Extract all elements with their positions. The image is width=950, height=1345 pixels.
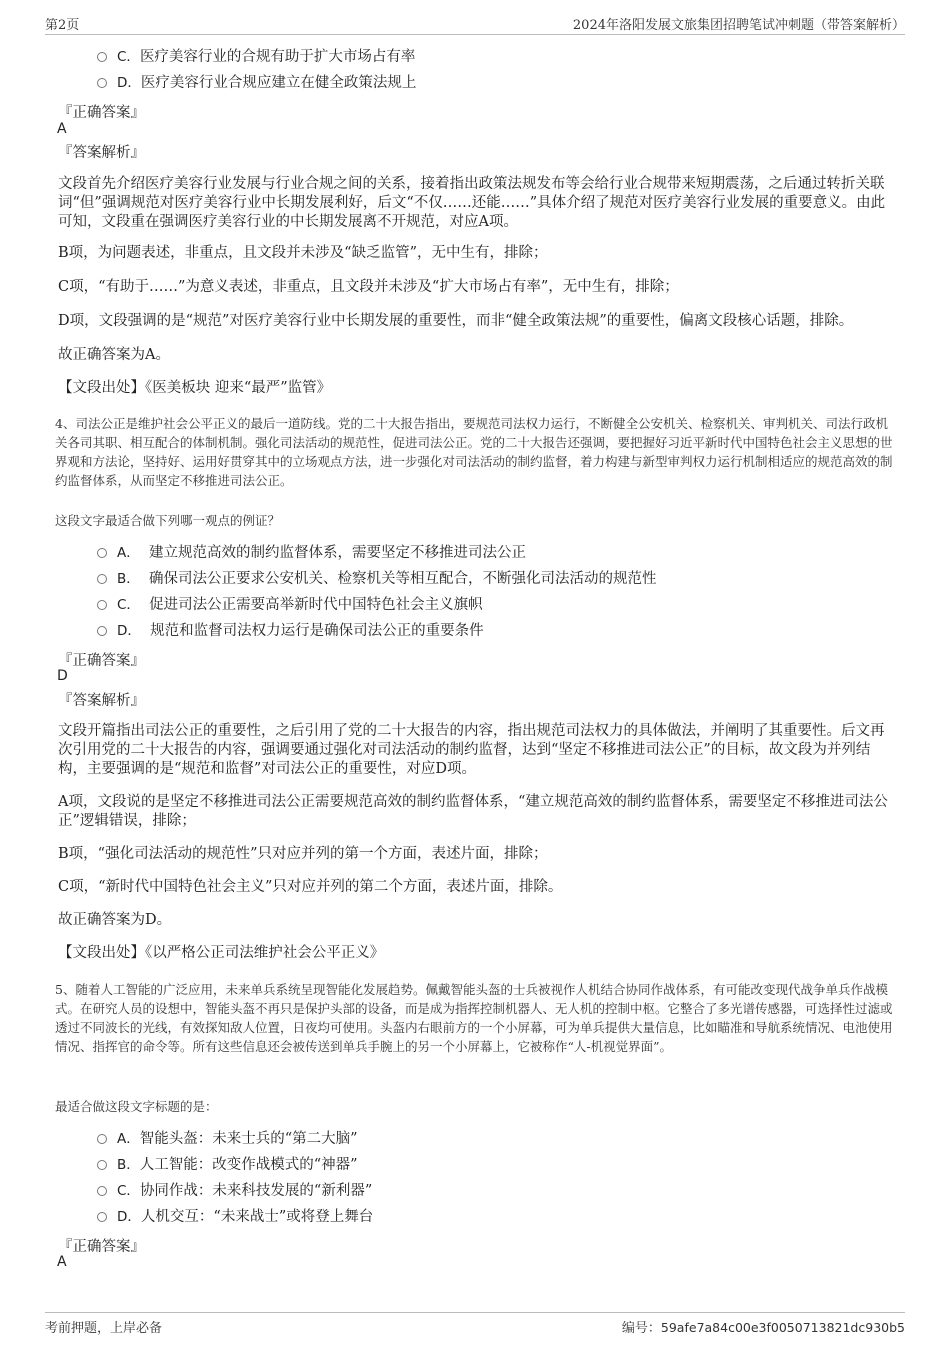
q5-question: 最适合做这段文字标题的是： [55,1099,218,1114]
q3-option-d[interactable]: D．医疗美容行业合规应建立在健全政策法规上 [97,73,416,93]
q3-analysis-paragraph: C项，“有助于……”为意义表述，非重点，且文段并未涉及“扩大市场占有率”，无中生有，排除； [58,279,679,295]
q3-analysis-paragraph: 文段首先介绍医疗美容行业发展与行业合规之间的关系，接着指出政策法规发布等会给行业合规带来短期震荡，之后通过转折关联词“但”强调规范对医疗美容行业中长期发展利好，后文“不仅……还能……”具体介绍了规范对医疗美容行业发展的重要意义。由此可知，文段重在强调医疗美容行业的中长期发展离不开规范，对应A项。 [58,176,886,230]
document-title: 2024年洛阳发展文旅集团招聘笔试冲刺题（带答案解析） [572,18,905,33]
q3-analysis-paragraph: 故正确答案为A。 [58,347,170,363]
radio-icon[interactable] [97,574,107,584]
q3-answer-label: 『正确答案』 [58,105,145,121]
q4-question: 这段文字最适合做下列哪一观点的例证？ [55,513,281,528]
q5-option-c[interactable]: C．协同作战：未来科技发展的“新利器” [97,1181,372,1201]
document-code [622,1317,905,1336]
radio-icon[interactable] [97,1212,107,1222]
q4-option-b[interactable]: B． 确保司法公正要求公安机关、检察机关等相互配合，不断强化司法活动的规范性 [97,569,656,589]
radio-icon[interactable] [97,78,107,88]
q3-answer: A [57,121,67,137]
q4-option-c[interactable]: C． 促进司法公正需要高举新时代中国特色社会主义旗帜 [97,595,483,615]
q5-option-d[interactable]: D．人机交互：“未来战士”或将登上舞台 [97,1207,373,1227]
q4-stem: 4、司法公正是维护社会公平正义的最后一道防线。党的二十大报告指出，要规范司法权力运行，不断健全公安机关、检察机关、审判机关、司法行政机关各司其职、相互配合的体制机制。强化司法活动的规范性，促进司法公正。党的二十大报告还强调，要把握好习近平新时代中国特色社会主义思想的世界观和方法论，坚持好、运用好贯穿其中的立场观点方法，进一步强化对司法活动的制约监督，着力构建与新型审判权力运行机制相适应的规范高效的制约监督体系，从而坚定不移推进司法公正。 [55,416,893,488]
q4-analysis-paragraph: 文段开篇指出司法公正的重要性，之后引用了党的二十大报告的内容，指出规范司法权力的具体做法，并阐明了其重要性。后文再次引用党的二十大报告的内容，强调要通过强化对司法活动的制约监督，达到“坚定不移推进司法公正”的目标，故文段为并列结构，主要强调的是“规范和监督”对司法公正的重要性，对应D项。 [58,723,885,777]
radio-icon[interactable] [97,1160,107,1170]
q4-source: 【文段出处】《以严格公正司法维护社会公平正义》 [58,945,385,961]
radio-icon[interactable] [97,626,107,636]
q4-answer-label: 『正确答案』 [58,653,145,669]
radio-icon[interactable] [97,1186,107,1196]
radio-icon[interactable] [97,52,107,62]
radio-icon[interactable] [97,600,107,610]
radio-icon[interactable] [97,548,107,558]
q4-option-d[interactable]: D． 规范和监督司法权力运行是确保司法公正的重要条件 [97,621,484,641]
q3-analysis-paragraph: D项，文段强调的是“规范”对医疗美容行业中长期发展的重要性，而非“健全政策法规”的重要性，偏离文段核心话题，排除。 [58,313,854,329]
q3-analysis-label: 『答案解析』 [58,145,145,161]
q4-analysis-paragraph: C项，“新时代中国特色社会主义”只对应并列的第二个方面，表述片面，排除。 [58,879,563,895]
q4-analysis-paragraph: A项，文段说的是坚定不移推进司法公正需要规范高效的制约监督体系，“建立规范高效的制约监督体系，需要坚定不移推进司法公正”逻辑错误，排除； [58,794,888,829]
q5-answer: A [57,1254,67,1270]
q4-analysis-paragraph: B项，“强化司法活动的规范性”只对应并列的第一个方面，表述片面，排除； [58,846,548,862]
q3-source: 【文段出处】《医美板块 迎来“最严”监管》 [58,380,332,396]
footer-slogan: 考前押题，上岸必备 [45,1321,163,1336]
q3-option-c[interactable]: C．医疗美容行业的合规有助于扩大市场占有率 [97,47,415,67]
q5-stem: 5、随着人工智能的广泛应用，未来单兵系统呈现智能化发展趋势。佩戴智能头盔的士兵被视作人机结合协同作战体系，有可能改变现代战争单兵作战模式。在研究人员的设想中，智能头盔不再只是保护头部的设备，而是成为指挥控制机器人、无人机的控制中枢。它整合了多光谱传感器，可选择性过滤或透过不同波长的光线，有效探知敌人位置，日夜均可使用。头盔内右眼前方的一个小屏幕，可为单兵提供大量信息，比如瞄准和导航系统情况、电池使用情况、指挥官的命令等。所有这些信息还会被传送到单兵手腕上的另一个小屏幕上，它被称作“人-机视觉界面”。 [55,982,893,1054]
q4-answer: D [57,668,68,684]
q5-option-b[interactable]: B．人工智能：改变作战模式的“神器” [97,1155,358,1175]
q5-option-a[interactable]: A．智能头盔：未来士兵的“第二大脑” [97,1129,358,1149]
q4-option-a[interactable]: A． 建立规范高效的制约监督体系，需要坚定不移推进司法公正 [97,543,526,563]
code-value: 59afe7a84c00e3f0050713821dc930b5 [660,1320,905,1335]
q4-analysis-paragraph: 故正确答案为D。 [58,912,172,928]
q3-analysis-paragraph: B项，为问题表述，非重点，且文段并未涉及“缺乏监管”，无中生有，排除； [58,245,548,261]
code-label: 编号： [621,1321,661,1336]
radio-icon[interactable] [97,1134,107,1144]
page-header [45,12,905,35]
page-number: 第2页 [45,18,80,33]
q5-answer-label: 『正确答案』 [58,1239,145,1255]
q4-analysis-label: 『答案解析』 [58,693,145,709]
page-footer [45,1312,905,1337]
